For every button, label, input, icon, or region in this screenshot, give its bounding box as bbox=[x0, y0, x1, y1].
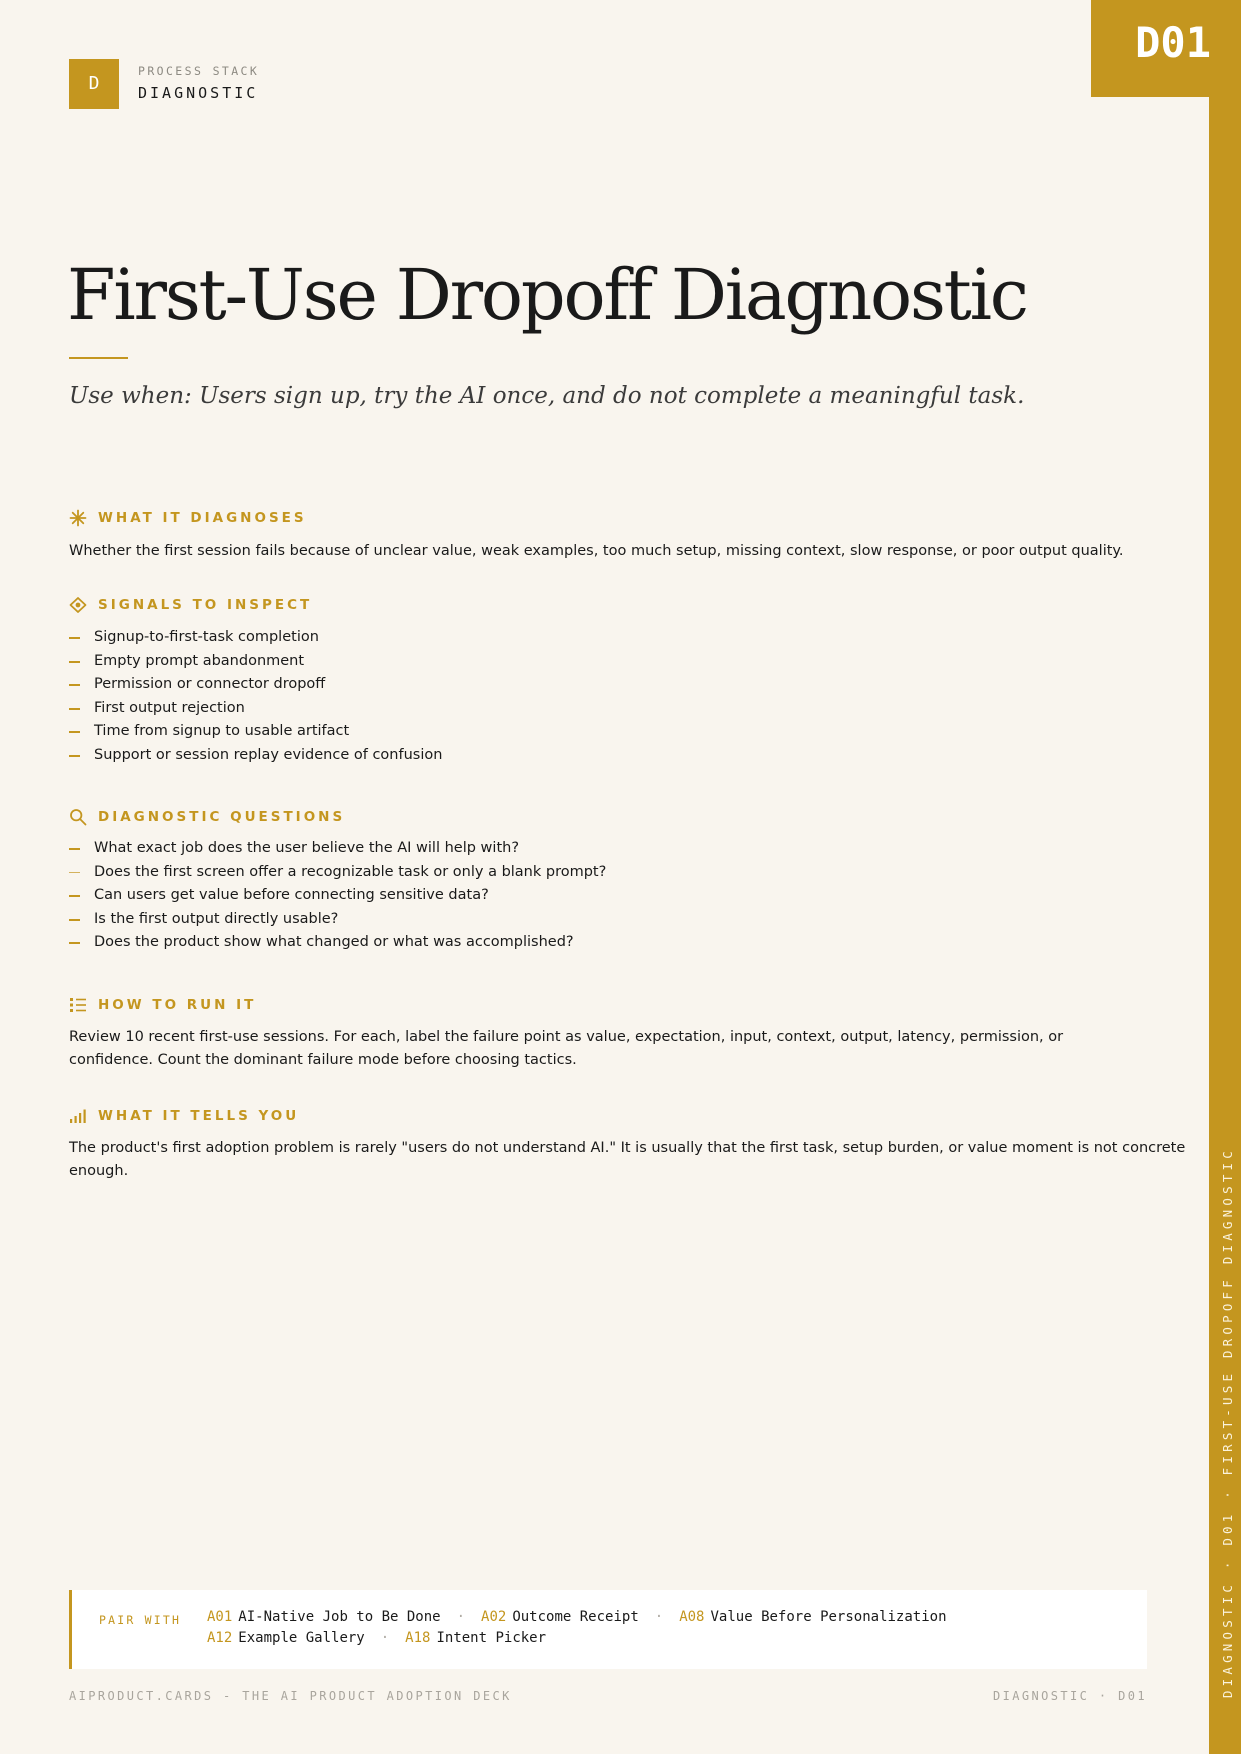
list-item: Can users get value before connecting sensitive data? bbox=[69, 884, 606, 908]
side-stripe-text: DIAGNOSTIC · D01 · FIRST-USE DROPOFF DIAGNOSTIC bbox=[1220, 1146, 1235, 1698]
list-item: Support or session replay evidence of confusion bbox=[69, 744, 442, 768]
page-subtitle: Use when: Users sign up, try the AI once, and do not complete a meaningful task. bbox=[69, 383, 1025, 409]
questions-list bbox=[69, 837, 606, 955]
list-item: First output rejection bbox=[69, 697, 442, 721]
dash-bullet bbox=[69, 708, 80, 710]
section-diagnoses-text: Whether the first session fails because of unclear value, weak examples, too much setup, missing context, slow response, or poor output quality. bbox=[69, 543, 1124, 559]
diamond-eye-icon bbox=[69, 596, 87, 614]
list-item: Does the first screen offer a recognizable task or only a blank prompt? bbox=[69, 861, 606, 885]
pair-card-link[interactable]: A08 Value Before Personalization bbox=[679, 1609, 947, 1625]
list-item: Is the first output directly usable? bbox=[69, 908, 606, 932]
section-run-text: Review 10 recent first-use sessions. For each, label the failure point as value, expectation, input, context, output, latency, permission, or confidence. Count the dominant failure mode before choosing tactics. bbox=[69, 1029, 1064, 1068]
section-name: DIAGNOSTIC bbox=[138, 84, 259, 102]
asterisk-icon bbox=[69, 509, 87, 527]
pair-card-link[interactable]: A02 Outcome Receipt bbox=[481, 1609, 639, 1625]
dash-bullet bbox=[69, 637, 80, 639]
pair-card-link[interactable]: A01 AI-Native Job to Be Done bbox=[207, 1609, 441, 1625]
section-tells-label: WHAT IT TELLS YOU bbox=[98, 1108, 300, 1124]
dash-bullet bbox=[69, 661, 80, 663]
list-item: What exact job does the user believe the AI will help with? bbox=[69, 837, 606, 861]
section-tells-text: The product's first adoption problem is rarely "users do not understand AI." It is usually that the first task, setup burden, or value moment is not concrete enough. bbox=[69, 1140, 1186, 1179]
title-rule bbox=[69, 357, 128, 359]
card-id: D01 bbox=[1135, 18, 1211, 67]
dash-bullet bbox=[69, 731, 80, 733]
list-item: Signup-to-first-task completion bbox=[69, 626, 442, 650]
pair-with-label: PAIR WITH bbox=[99, 1613, 182, 1627]
pair-with-row: A01 AI-Native Job to Be Done · A02 Outcome Receipt · A08 Value Before Personalization bbox=[207, 1609, 947, 1625]
logo-badge: D bbox=[69, 59, 119, 109]
pair-card-link[interactable]: A18 Intent Picker bbox=[405, 1630, 547, 1646]
section-tells-header bbox=[69, 1107, 299, 1125]
dash-bullet bbox=[69, 919, 80, 921]
card-id-badge bbox=[1091, 0, 1209, 97]
page-title: First-Use Dropoff Diagnostic bbox=[67, 254, 1027, 336]
dash-bullet bbox=[69, 872, 80, 873]
list-item: Does the product show what changed or what was accomplished? bbox=[69, 931, 606, 955]
side-stripe bbox=[1209, 0, 1241, 1754]
section-questions-label: DIAGNOSTIC QUESTIONS bbox=[98, 809, 346, 825]
section-run-label: HOW TO RUN IT bbox=[98, 997, 257, 1013]
dash-bullet bbox=[69, 895, 80, 897]
section-signals-header bbox=[69, 596, 312, 614]
checklist-icon bbox=[69, 996, 87, 1014]
pair-with-row: A12 Example Gallery · A18 Intent Picker bbox=[207, 1630, 547, 1646]
pair-card-link[interactable]: A12 Example Gallery bbox=[207, 1630, 365, 1646]
list-item: Time from signup to usable artifact bbox=[69, 720, 442, 744]
dash-bullet bbox=[69, 848, 80, 850]
section-diagnoses-label: WHAT IT DIAGNOSES bbox=[98, 510, 307, 526]
section-signals-label: SIGNALS TO INSPECT bbox=[98, 597, 313, 613]
section-diagnoses-header bbox=[69, 509, 307, 527]
dash-bullet bbox=[69, 755, 80, 757]
signals-list bbox=[69, 626, 442, 767]
dash-bullet bbox=[69, 684, 80, 686]
search-icon bbox=[69, 808, 87, 826]
list-item: Empty prompt abandonment bbox=[69, 650, 442, 674]
dash-bullet bbox=[69, 942, 80, 944]
bar-chart-icon bbox=[69, 1107, 87, 1125]
footer-card-ref: DIAGNOSTIC · D01 bbox=[993, 1689, 1147, 1703]
footer-deck-title: AIPRODUCT.CARDS - THE AI PRODUCT ADOPTION DECK bbox=[69, 1689, 512, 1703]
section-run-header bbox=[69, 996, 256, 1014]
eyebrow-label: PROCESS STACK bbox=[138, 64, 260, 78]
section-questions-header bbox=[69, 808, 345, 826]
pair-with-box bbox=[69, 1590, 1147, 1669]
list-item: Permission or connector dropoff bbox=[69, 673, 442, 697]
